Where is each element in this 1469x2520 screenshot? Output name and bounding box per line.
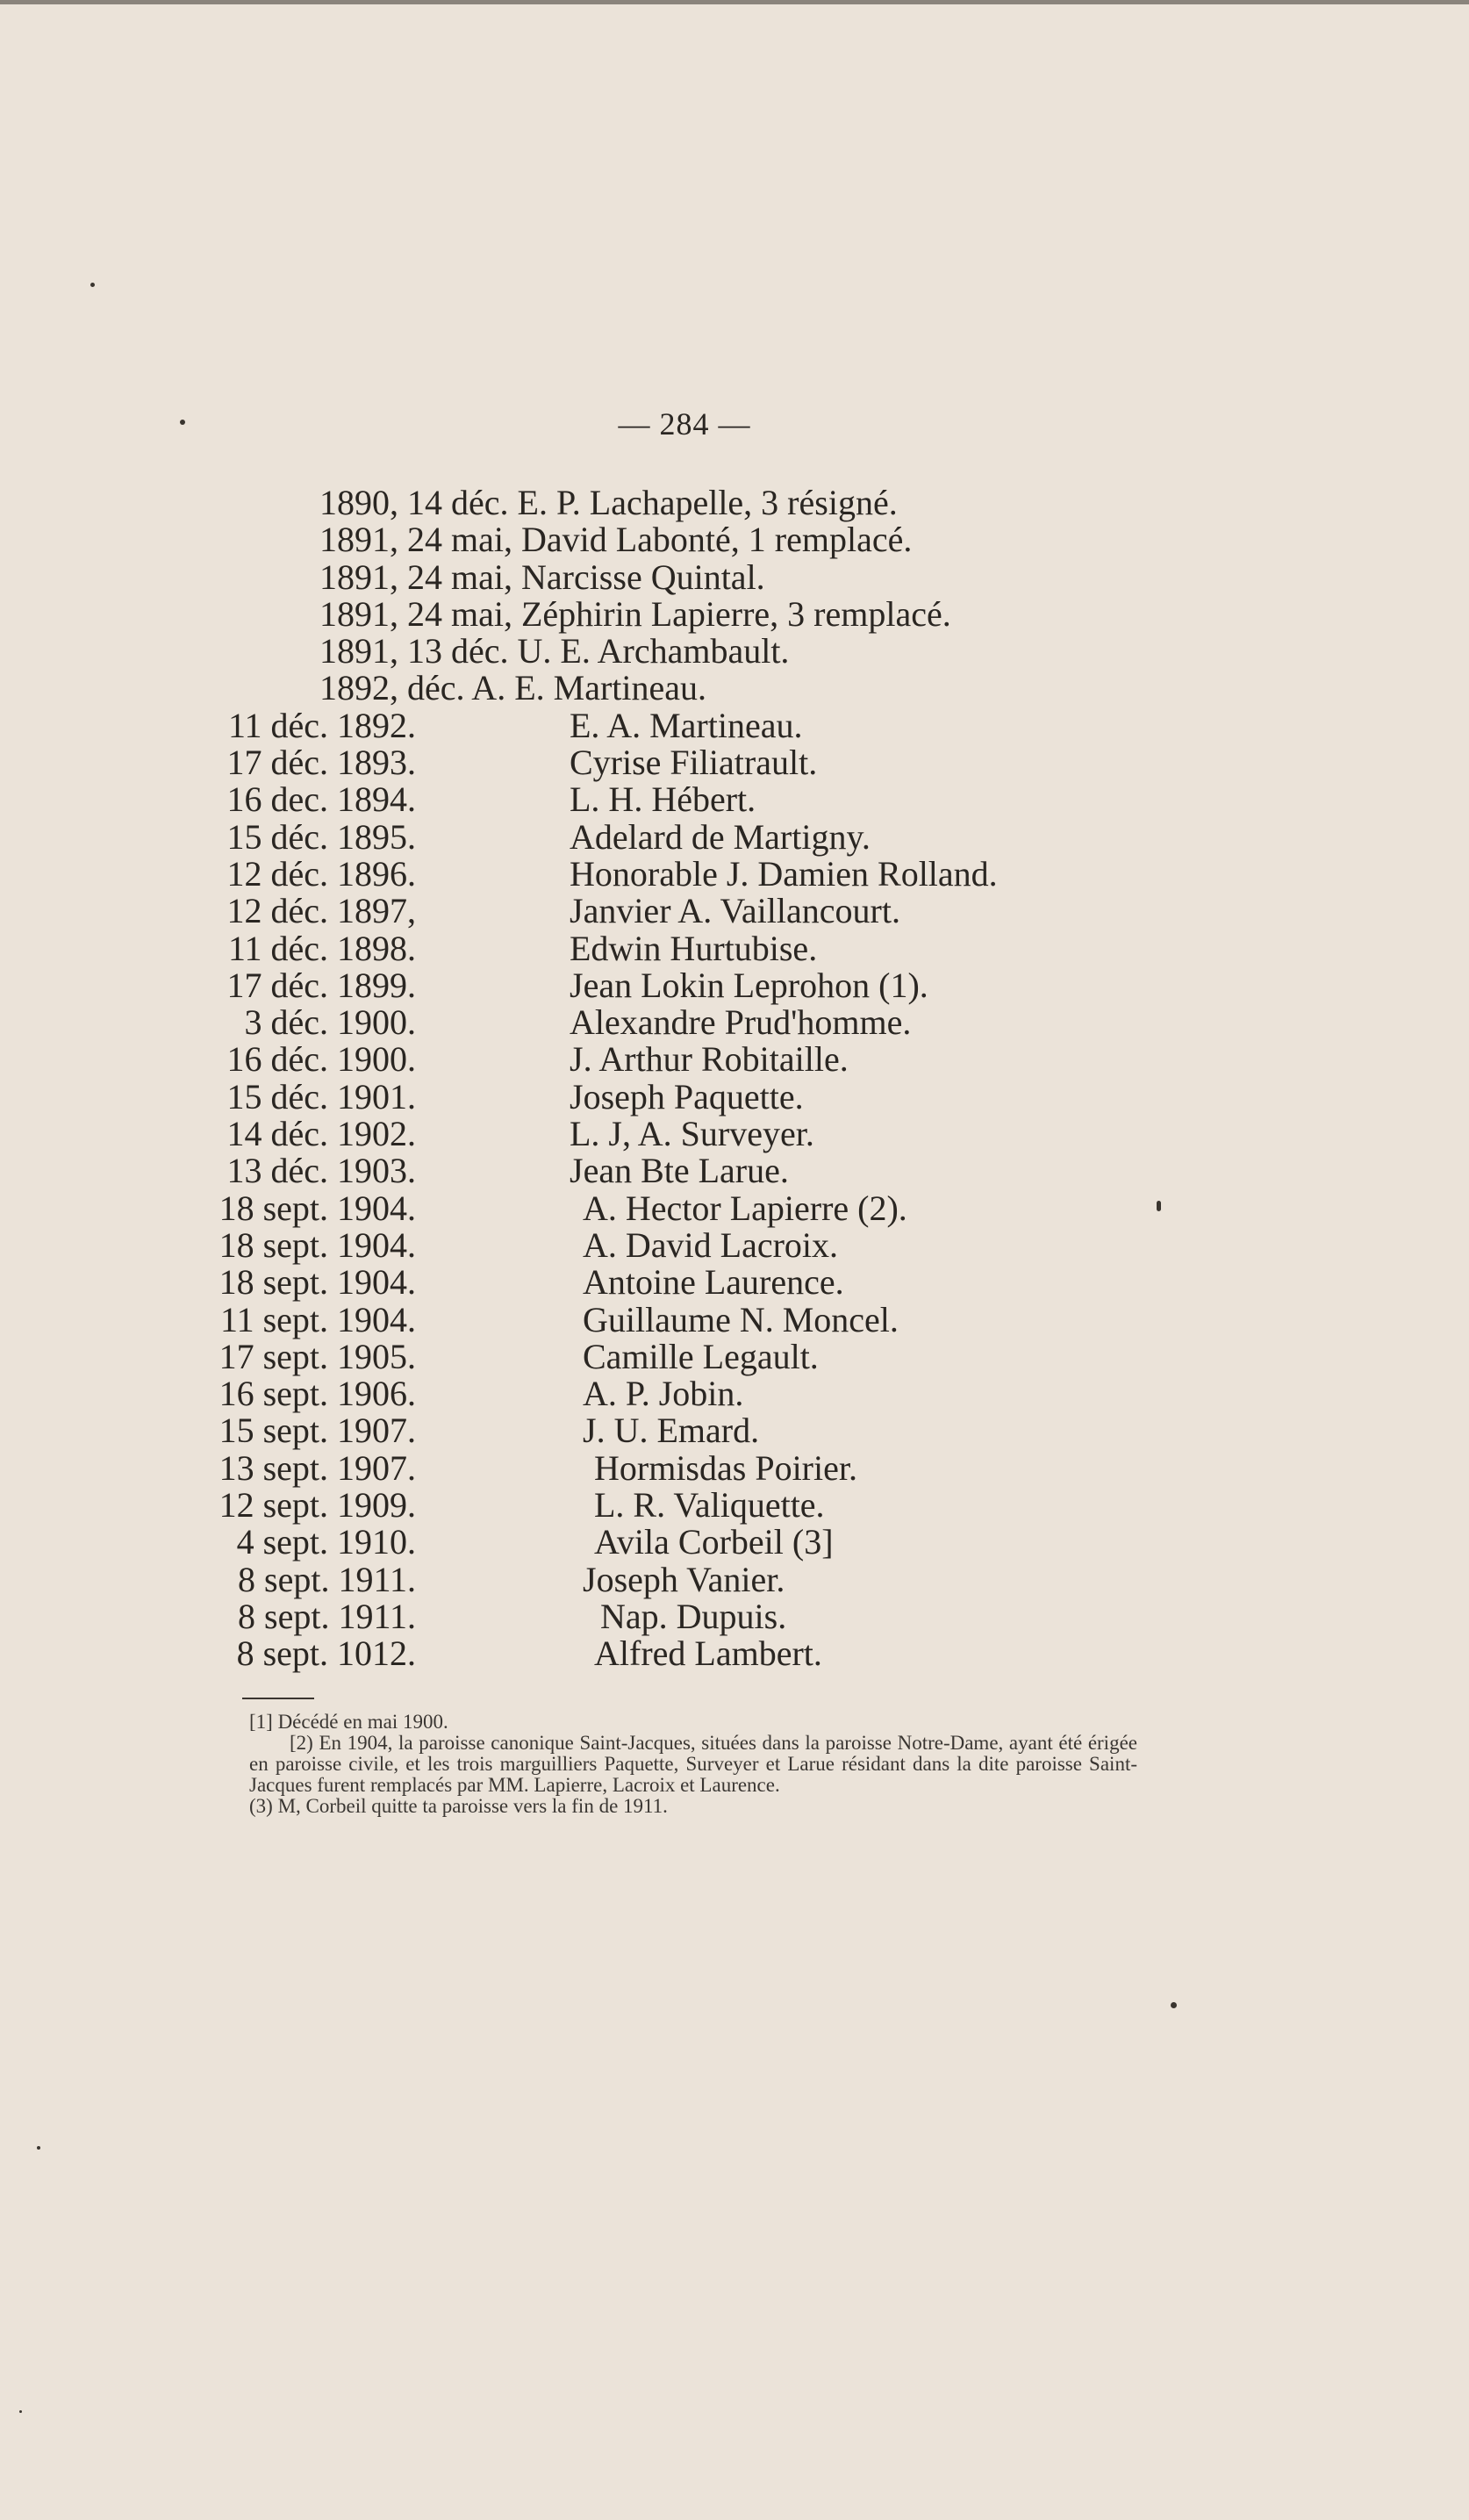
entry-name: A. P. Jobin. <box>583 1374 744 1414</box>
entry-name: Nap. Dupuis. <box>600 1596 787 1636</box>
entry-date: 11 déc. 1892. <box>227 705 416 745</box>
page-number: — 284 — <box>618 406 751 442</box>
entry-date: 17 déc. 1899. <box>226 965 416 1005</box>
entry-name: L. R. Valiquette. <box>594 1485 825 1526</box>
list-item <box>226 1114 1337 1154</box>
entry-name: Avila Corbeil (3] <box>594 1522 834 1562</box>
entry-name: Janvier A. Vaillancourt. <box>570 891 900 931</box>
entry-text: 1891, 24 mai, Narcisse Quintal. <box>319 556 765 597</box>
paper-speck <box>37 2146 40 2150</box>
list-item <box>219 1262 1337 1303</box>
entry-name: Edwin Hurtubise. <box>570 928 818 968</box>
entry-name: A. David Lacroix. <box>583 1224 839 1265</box>
entry-date: 12 sept. 1909. <box>219 1485 416 1526</box>
paper-speck <box>90 283 95 287</box>
entry-date: 14 déc. 1902. <box>226 1114 416 1154</box>
entry-name: Adelard de Martigny. <box>570 816 871 857</box>
entry-name: Hormisdas Poirier. <box>594 1447 857 1488</box>
list-item <box>219 1411 1337 1451</box>
entry-name: E. A. Martineau. <box>570 705 803 745</box>
entry-date: 18 sept. 1904. <box>219 1262 416 1303</box>
footnote-3: (3) M, Corbeil quitte ta paroisse vers la fin de 1911. <box>249 1795 668 1817</box>
entry-date: 3 déc. 1900. <box>244 1002 416 1043</box>
entry-date: 18 sept. 1904. <box>219 1224 416 1265</box>
entry-name: L. J, A. Surveyer. <box>570 1114 814 1154</box>
entry-date: 11 sept. 1904. <box>220 1299 416 1339</box>
entry-name: J. U. Emard. <box>583 1411 760 1451</box>
entry-name: L. H. Hébert. <box>570 779 756 820</box>
list-item <box>227 705 1337 745</box>
list-item <box>226 965 1337 1005</box>
list-item <box>220 1299 1337 1339</box>
entry-name: Alfred Lambert. <box>594 1633 822 1674</box>
entry-date: 4 sept. 1910. <box>236 1522 416 1562</box>
entry-name: Guillaume N. Moncel. <box>583 1299 899 1339</box>
list-item <box>319 633 1337 670</box>
footnote-2: [2) En 1904, la paroisse canonique Saint-Jacques, situées dans la paroisse Notre-Dame, ayant été érigée en paroisse civile, et les trois marguilliers Paquette, Surveyer et Larue résidant dans la dite paroisse Saint-Jacques furent remplacés par MM. Lapierre, Lacroix et Laurence. <box>249 1732 1137 1796</box>
entry-date: 15 déc. 1895. <box>226 816 416 857</box>
entry-date: 8 sept. 1911. <box>238 1596 416 1636</box>
footnote-divider <box>242 1698 314 1699</box>
list-item <box>226 816 1337 857</box>
entry-name: Alexandre Prud'homme. <box>570 1002 912 1043</box>
entry-date: 16 déc. 1900. <box>226 1039 416 1080</box>
list-item <box>219 1447 1337 1488</box>
entry-name: Cyrise Filiatrault. <box>570 743 818 783</box>
list-item <box>226 779 1337 820</box>
list-item <box>238 1559 1337 1599</box>
entry-list <box>219 483 1337 1674</box>
list-item <box>238 1596 1337 1636</box>
entry-date: 8 sept. 1911. <box>238 1559 416 1599</box>
list-item <box>219 1224 1337 1265</box>
entry-name: Jean Lokin Leprohon (1). <box>570 965 928 1005</box>
entry-text: 1892, déc. A. E. Martineau. <box>319 668 706 708</box>
list-item <box>319 670 1337 707</box>
entry-name: Camille Legault. <box>583 1336 819 1376</box>
entry-date: 15 sept. 1907. <box>219 1411 416 1451</box>
list-item <box>226 891 1337 931</box>
entry-name: Antoine Laurence. <box>583 1262 844 1303</box>
entry-date: 17 déc. 1893. <box>226 743 416 783</box>
entry-name: Joseph Paquette. <box>570 1076 804 1116</box>
entry-date: 8 sept. 1012. <box>236 1633 416 1674</box>
list-item <box>236 1633 1337 1674</box>
list-item <box>219 1188 1337 1228</box>
list-item <box>227 928 1337 968</box>
entry-date: 18 sept. 1904. <box>219 1188 416 1228</box>
entry-name: Jean Bte Larue. <box>570 1151 789 1191</box>
entry-text: 1891, 13 déc. U. E. Archambault. <box>319 631 790 671</box>
entry-name: Honorable J. Damien Rolland. <box>570 853 998 894</box>
entry-date: 11 déc. 1898. <box>227 928 416 968</box>
entry-date: 16 sept. 1906. <box>219 1374 416 1414</box>
entry-date: 12 déc. 1896. <box>226 853 416 894</box>
list-item <box>226 743 1337 783</box>
entry-text: 1891, 24 mai, Zéphirin Lapierre, 3 remplacé. <box>319 593 951 634</box>
list-item <box>226 853 1337 894</box>
list-item <box>319 593 1337 634</box>
list-item <box>219 1485 1337 1526</box>
list-item <box>219 1374 1337 1414</box>
entry-text: 1890, 14 déc. E. P. Lachapelle, 3 résigné. <box>319 483 898 522</box>
paper-speck <box>1157 1201 1161 1211</box>
list-item <box>319 521 1337 558</box>
paper-speck <box>19 2410 22 2413</box>
entry-name: J. Arthur Robitaille. <box>570 1039 849 1080</box>
list-item <box>319 485 1337 521</box>
footnotes <box>249 1712 1137 1817</box>
list-item <box>226 1151 1337 1191</box>
entry-date: 12 déc. 1897, <box>226 891 416 931</box>
page-top-edge <box>0 0 1469 4</box>
list-item <box>319 556 1337 597</box>
list-item <box>226 1039 1337 1080</box>
list-item <box>236 1522 1337 1562</box>
entry-date: 16 dec. 1894. <box>226 779 416 820</box>
entry-name: Joseph Vanier. <box>583 1559 785 1599</box>
entry-date: 17 sept. 1905. <box>219 1336 416 1376</box>
list-item <box>219 1336 1337 1376</box>
entry-date: 13 déc. 1903. <box>226 1151 416 1191</box>
entry-date: 13 sept. 1907. <box>219 1447 416 1488</box>
entry-date: 15 déc. 1901. <box>226 1076 416 1116</box>
entry-text: 1891, 24 mai, David Labonté, 1 remplacé. <box>319 520 913 560</box>
footnote-1: [1] Décédé en mai 1900. <box>249 1711 448 1733</box>
paper-speck <box>180 420 185 425</box>
list-item <box>226 1076 1337 1116</box>
list-item <box>244 1002 1337 1043</box>
paper-speck <box>1171 2002 1177 2008</box>
entry-name: A. Hector Lapierre (2). <box>583 1188 907 1228</box>
